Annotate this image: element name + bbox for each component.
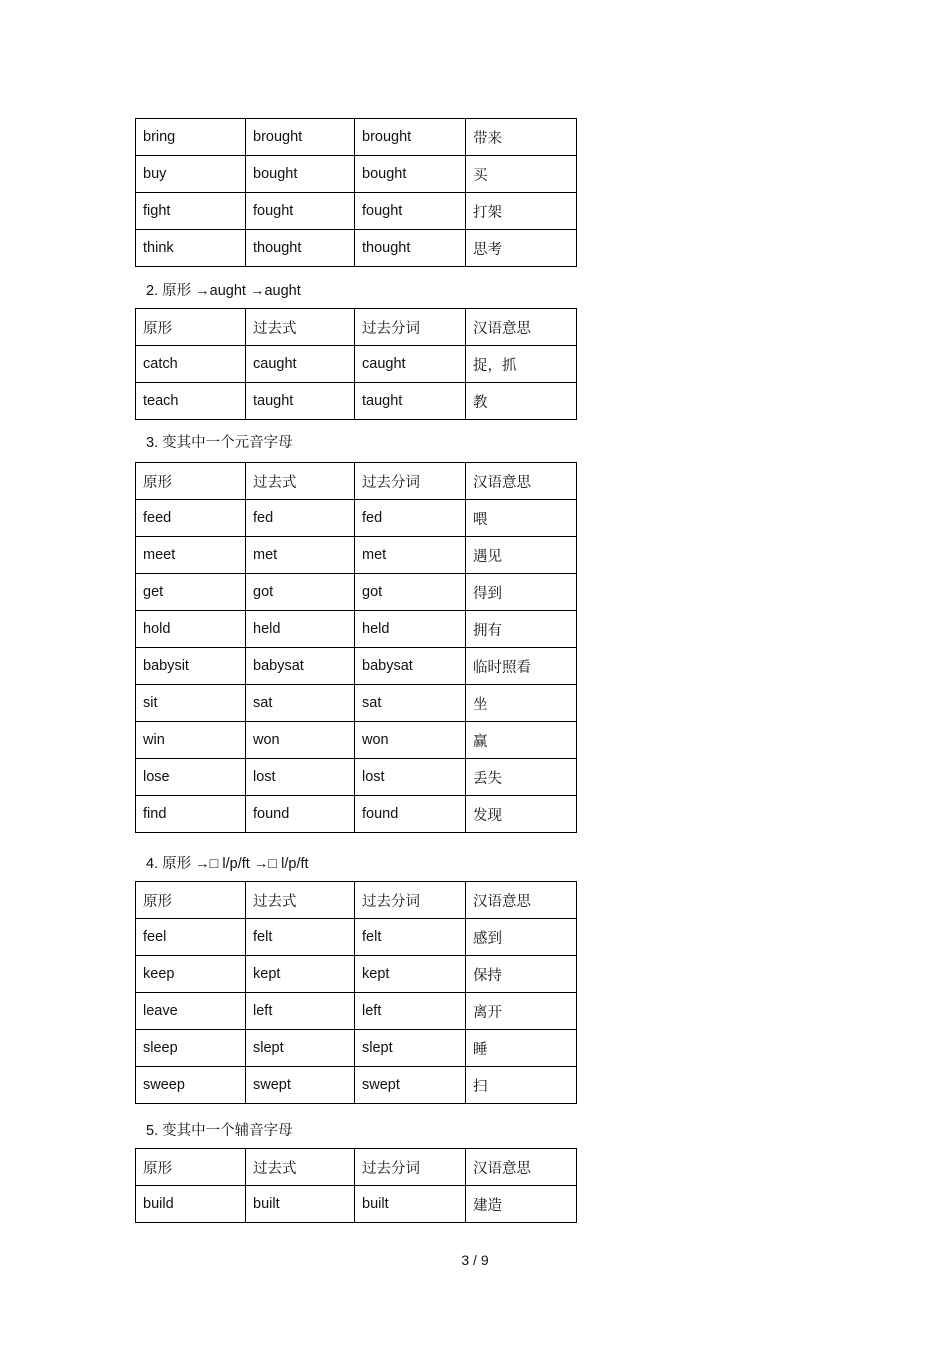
header-cell: 原形 bbox=[136, 463, 246, 500]
table-row bbox=[136, 956, 577, 993]
verb-table bbox=[135, 462, 577, 833]
header-cell: 汉语意思 bbox=[466, 309, 577, 346]
verb-table-block bbox=[135, 881, 577, 1104]
table-cell: lost bbox=[355, 759, 466, 796]
table-row bbox=[136, 537, 577, 574]
table-cell: kept bbox=[355, 956, 466, 993]
table-cell: buy bbox=[136, 156, 246, 193]
table-cell: held bbox=[355, 611, 466, 648]
table-cell: kept bbox=[246, 956, 355, 993]
table-cell: hold bbox=[136, 611, 246, 648]
table-cell: babysit bbox=[136, 648, 246, 685]
table-cell: get bbox=[136, 574, 246, 611]
table-cell: 捉，抓 bbox=[466, 346, 577, 383]
table-row bbox=[136, 574, 577, 611]
header-cell: 过去分词 bbox=[355, 1149, 466, 1186]
header-cell: 汉语意思 bbox=[466, 882, 577, 919]
table-row bbox=[136, 1067, 577, 1104]
table-row bbox=[136, 611, 577, 648]
table-cell: bring bbox=[136, 119, 246, 156]
table-cell: leave bbox=[136, 993, 246, 1030]
table-cell: win bbox=[136, 722, 246, 759]
table-row bbox=[136, 685, 577, 722]
section-heading: 5. 变其中一个辅音字母 bbox=[146, 1123, 293, 1139]
table-cell: 感到 bbox=[466, 919, 577, 956]
table-cell: swept bbox=[355, 1067, 466, 1104]
table-cell: 坐 bbox=[466, 685, 577, 722]
table-cell: brought bbox=[246, 119, 355, 156]
table-cell: left bbox=[246, 993, 355, 1030]
section-heading: 4. 原形 →□ l/p/ft →□ l/p/ft bbox=[146, 856, 309, 872]
table-cell: bought bbox=[355, 156, 466, 193]
table-cell: thought bbox=[246, 230, 355, 267]
table-cell: 喂 bbox=[466, 500, 577, 537]
table-cell: 扫 bbox=[466, 1067, 577, 1104]
header-cell: 汉语意思 bbox=[466, 1149, 577, 1186]
table-cell: sweep bbox=[136, 1067, 246, 1104]
table-cell: 临时照看 bbox=[466, 648, 577, 685]
table-row bbox=[136, 193, 577, 230]
table-cell: catch bbox=[136, 346, 246, 383]
section-heading: 2. 原形 →aught →aught bbox=[146, 283, 301, 299]
table-cell: fed bbox=[246, 500, 355, 537]
header-row bbox=[136, 463, 577, 500]
table-cell: left bbox=[355, 993, 466, 1030]
table-row bbox=[136, 648, 577, 685]
header-cell: 原形 bbox=[136, 1149, 246, 1186]
table-cell: found bbox=[355, 796, 466, 833]
table-cell: sit bbox=[136, 685, 246, 722]
verb-table-block bbox=[135, 1148, 577, 1223]
table-cell: fought bbox=[355, 193, 466, 230]
table-cell: swept bbox=[246, 1067, 355, 1104]
table-cell: taught bbox=[355, 383, 466, 420]
table-cell: feed bbox=[136, 500, 246, 537]
verb-table bbox=[135, 308, 577, 420]
table-cell: fight bbox=[136, 193, 246, 230]
table-cell: 思考 bbox=[466, 230, 577, 267]
table-cell: fought bbox=[246, 193, 355, 230]
table-row bbox=[136, 119, 577, 156]
header-cell: 过去式 bbox=[246, 309, 355, 346]
header-row bbox=[136, 882, 577, 919]
table-cell: got bbox=[246, 574, 355, 611]
verb-table bbox=[135, 881, 577, 1104]
table-cell: build bbox=[136, 1186, 246, 1223]
table-cell: 拥有 bbox=[466, 611, 577, 648]
table-cell: met bbox=[355, 537, 466, 574]
table-cell: 离开 bbox=[466, 993, 577, 1030]
verb-table-block bbox=[135, 462, 577, 833]
table-cell: slept bbox=[355, 1030, 466, 1067]
table-row bbox=[136, 1030, 577, 1067]
table-row bbox=[136, 1186, 577, 1223]
table-cell: built bbox=[246, 1186, 355, 1223]
table-cell: 买 bbox=[466, 156, 577, 193]
table-cell: 发现 bbox=[466, 796, 577, 833]
verb-table bbox=[135, 118, 577, 267]
header-cell: 过去分词 bbox=[355, 463, 466, 500]
header-cell: 过去分词 bbox=[355, 309, 466, 346]
table-cell: won bbox=[246, 722, 355, 759]
table-cell: think bbox=[136, 230, 246, 267]
table-cell: meet bbox=[136, 537, 246, 574]
table-cell: 保持 bbox=[466, 956, 577, 993]
table-cell: built bbox=[355, 1186, 466, 1223]
table-cell: fed bbox=[355, 500, 466, 537]
table-row bbox=[136, 919, 577, 956]
table-cell: brought bbox=[355, 119, 466, 156]
table-cell: held bbox=[246, 611, 355, 648]
table-cell: felt bbox=[355, 919, 466, 956]
header-cell: 过去式 bbox=[246, 463, 355, 500]
table-cell: 得到 bbox=[466, 574, 577, 611]
section-heading: 3. 变其中一个元音字母 bbox=[146, 435, 293, 451]
verb-table-block bbox=[135, 308, 577, 420]
table-cell: found bbox=[246, 796, 355, 833]
header-cell: 过去分词 bbox=[355, 882, 466, 919]
verb-table-block bbox=[135, 118, 577, 267]
table-row bbox=[136, 383, 577, 420]
table-row bbox=[136, 346, 577, 383]
table-cell: 赢 bbox=[466, 722, 577, 759]
table-cell: won bbox=[355, 722, 466, 759]
table-row bbox=[136, 500, 577, 537]
table-cell: babysat bbox=[246, 648, 355, 685]
table-cell: sleep bbox=[136, 1030, 246, 1067]
table-cell: taught bbox=[246, 383, 355, 420]
table-cell: 建造 bbox=[466, 1186, 577, 1223]
table-cell: 教 bbox=[466, 383, 577, 420]
table-cell: sat bbox=[355, 685, 466, 722]
header-cell: 原形 bbox=[136, 309, 246, 346]
table-cell: thought bbox=[355, 230, 466, 267]
table-cell: 带来 bbox=[466, 119, 577, 156]
table-row bbox=[136, 759, 577, 796]
table-cell: 打架 bbox=[466, 193, 577, 230]
table-cell: felt bbox=[246, 919, 355, 956]
table-cell: 丢失 bbox=[466, 759, 577, 796]
table-cell: met bbox=[246, 537, 355, 574]
table-row bbox=[136, 993, 577, 1030]
header-cell: 过去式 bbox=[246, 882, 355, 919]
table-cell: 遇见 bbox=[466, 537, 577, 574]
header-cell: 汉语意思 bbox=[466, 463, 577, 500]
table-row bbox=[136, 230, 577, 267]
table-cell: bought bbox=[246, 156, 355, 193]
table-cell: caught bbox=[355, 346, 466, 383]
header-cell: 过去式 bbox=[246, 1149, 355, 1186]
table-row bbox=[136, 156, 577, 193]
header-row bbox=[136, 309, 577, 346]
table-row bbox=[136, 722, 577, 759]
table-cell: lose bbox=[136, 759, 246, 796]
table-cell: babysat bbox=[355, 648, 466, 685]
table-cell: got bbox=[355, 574, 466, 611]
table-cell: teach bbox=[136, 383, 246, 420]
table-cell: keep bbox=[136, 956, 246, 993]
page-number: 3 / 9 bbox=[461, 1252, 489, 1268]
header-row bbox=[136, 1149, 577, 1186]
table-cell: sat bbox=[246, 685, 355, 722]
header-cell: 原形 bbox=[136, 882, 246, 919]
table-cell: find bbox=[136, 796, 246, 833]
table-cell: lost bbox=[246, 759, 355, 796]
table-cell: feel bbox=[136, 919, 246, 956]
table-cell: caught bbox=[246, 346, 355, 383]
table-cell: slept bbox=[246, 1030, 355, 1067]
table-row bbox=[136, 796, 577, 833]
table-cell: 睡 bbox=[466, 1030, 577, 1067]
verb-table bbox=[135, 1148, 577, 1223]
